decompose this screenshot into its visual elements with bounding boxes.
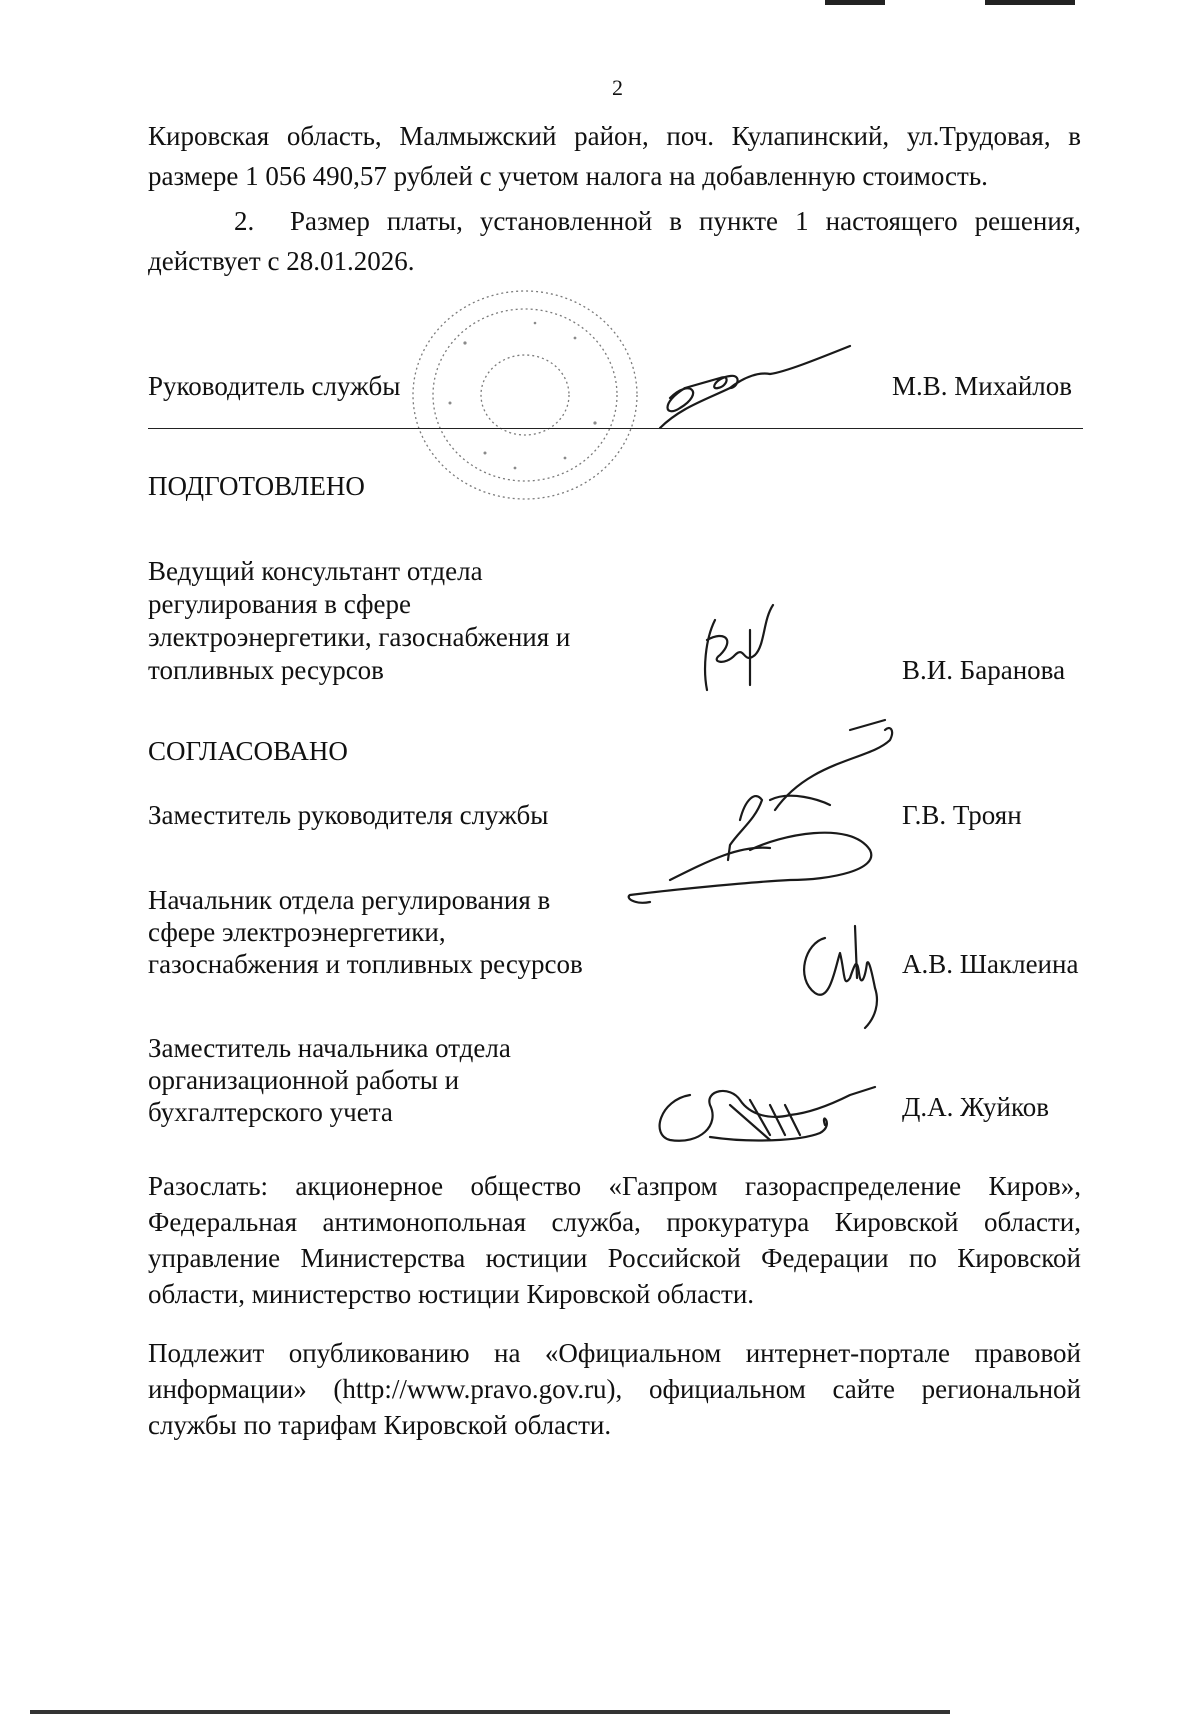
agreed-signer-1-name: Г.В. Троян bbox=[902, 800, 1022, 830]
agreed-signer-2-position-line-1: Начальник отдела регулирования в bbox=[148, 885, 551, 915]
signature-divider bbox=[148, 428, 1083, 429]
prepared-signature-handwritten bbox=[695, 600, 785, 695]
prepared-position-line-4: топливных ресурсов bbox=[148, 655, 384, 685]
page-number: 2 bbox=[612, 75, 623, 100]
scan-edge-top-1 bbox=[825, 0, 885, 5]
agreed-signer-2-signature-handwritten bbox=[795, 918, 895, 1028]
publication-line-2: информации» (http://www.pravo.gov.ru), официальном сайте региональной bbox=[148, 1374, 1081, 1404]
agreed-signer-3-name: Д.А. Жуйков bbox=[902, 1092, 1049, 1122]
agreed-signer-3-position-line-1: Заместитель начальника отдела bbox=[148, 1033, 511, 1063]
item-2-number: 2. bbox=[234, 206, 255, 236]
prepared-position-line-1: Ведущий консультант отдела bbox=[148, 556, 483, 586]
intro-line-1: Кировская область, Малмыжский район, поч. Кулапинский, ул.Трудовая, в bbox=[148, 121, 1081, 151]
distribution-line-4: области, министерство юстиции Кировской области. bbox=[148, 1279, 755, 1309]
head-signature-handwritten bbox=[610, 338, 860, 438]
agreed-signer-3-position-line-2: организационной работы и bbox=[148, 1065, 460, 1095]
agreed-signer-2-position-line-2: сфере электроэнергетики, bbox=[148, 917, 446, 947]
publication-line-1: Подлежит опубликованию на «Официальном интернет-портале правовой bbox=[148, 1338, 1081, 1368]
prepared-position-line-3: электроэнергетики, газоснабжения и bbox=[148, 622, 571, 652]
agreed-signer-1-position: Заместитель руководителя службы bbox=[148, 800, 549, 830]
official-stamp bbox=[405, 283, 645, 508]
scan-edge-top-2 bbox=[985, 0, 1075, 5]
agreed-signer-3-signature-handwritten bbox=[650, 1075, 880, 1150]
publication-line-3: службы по тарифам Кировской области. bbox=[148, 1410, 612, 1440]
head-name: М.В. Михайлов bbox=[892, 371, 1073, 401]
distribution-line-2: Федеральная антимонопольная служба, прокуратура Кировской области, bbox=[148, 1207, 1081, 1237]
distribution-line-1: Разослать: акционерное общество «Газпром газораспределение Киров», bbox=[148, 1171, 1081, 1201]
distribution-line-3: управление Министерства юстиции Российской Федерации по Кировской bbox=[148, 1243, 1081, 1273]
agreed-signer-2-position-line-3: газоснабжения и топливных ресурсов bbox=[148, 949, 583, 979]
item-2-line-2: действует с 28.01.2026. bbox=[148, 246, 415, 276]
prepared-position-line-2: регулирования в сфере bbox=[148, 589, 412, 619]
prepared-name: В.И. Баранова bbox=[902, 655, 1066, 685]
agreed-signer-3-position-line-3: бухгалтерского учета bbox=[148, 1097, 393, 1127]
agreed-signer-1-signature-handwritten bbox=[630, 720, 900, 910]
agreed-signer-2-name: А.В. Шаклеина bbox=[902, 949, 1079, 979]
item-2-line-1: Размер платы, установленной в пункте 1 настоящего решения, bbox=[290, 206, 1081, 236]
head-position: Руководитель службы bbox=[148, 371, 401, 401]
prepared-heading: ПОДГОТОВЛЕНО bbox=[148, 471, 365, 501]
intro-line-2: размере 1 056 490,57 рублей с учетом налога на добавленную стоимость. bbox=[148, 161, 988, 191]
scan-edge-bottom bbox=[30, 1710, 950, 1714]
agreed-heading: СОГЛАСОВАНО bbox=[148, 736, 348, 766]
